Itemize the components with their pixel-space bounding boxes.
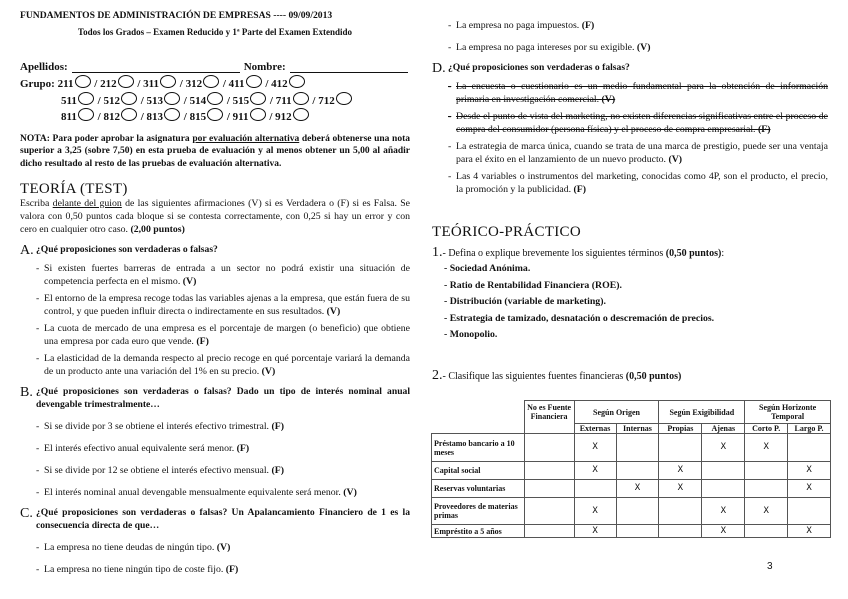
table-cell[interactable] <box>745 462 788 480</box>
subheader-largop: Largo P. <box>788 424 831 434</box>
answer-item[interactable] <box>448 110 828 136</box>
answer-value: (V) <box>216 542 231 553</box>
group-code: 711 <box>275 94 292 107</box>
dash: - <box>36 487 40 498</box>
group-option-circle[interactable] <box>78 92 94 105</box>
dash: - <box>36 465 40 476</box>
table-cell[interactable] <box>745 525 788 538</box>
group-code: 411 <box>228 78 245 90</box>
answer-value: (V) <box>261 366 276 377</box>
group-option-circle[interactable] <box>293 92 309 105</box>
table-cell[interactable]: X <box>702 434 745 462</box>
table-cell[interactable] <box>524 525 574 538</box>
group-option-circle[interactable] <box>207 108 223 121</box>
group-option-circle[interactable] <box>78 108 94 121</box>
answer-list <box>36 420 410 499</box>
separator: / <box>177 78 186 90</box>
table-cell[interactable]: X <box>574 498 616 525</box>
group-option-circle[interactable] <box>250 92 266 105</box>
group-option-circle[interactable] <box>164 108 180 121</box>
group-code: 515 <box>232 94 250 107</box>
question-block <box>20 244 410 378</box>
question-heading <box>20 386 410 411</box>
dash: - <box>36 293 40 304</box>
answer-value: (F) <box>225 564 239 575</box>
table-cell[interactable] <box>659 434 702 462</box>
term-item: - Distribución (variable de marketing). <box>444 296 606 307</box>
answer-list <box>36 541 410 576</box>
instr-points: (2,00 puntos) <box>130 224 185 235</box>
question-block <box>432 62 828 196</box>
question-text: ¿Qué proposiciones son verdaderas o falsas? Dado un tipo de interés nominal anual devengable trimestralmente… <box>36 386 410 410</box>
table-cell[interactable] <box>702 480 745 498</box>
table-cell[interactable]: X <box>659 480 702 498</box>
answer-value: (V) <box>668 154 683 165</box>
answer-item[interactable] <box>448 170 828 196</box>
question-1 <box>432 246 828 261</box>
instr-text: Escriba <box>20 198 53 209</box>
instr-underlined: delante del guion <box>52 198 122 209</box>
table-cell[interactable] <box>745 480 788 498</box>
answer-value: (V) <box>326 306 341 317</box>
answer-value: (F) <box>236 443 250 454</box>
right-column <box>432 10 828 384</box>
table-cell[interactable]: X <box>574 434 616 462</box>
answer-value: (V) <box>601 94 616 105</box>
colon: : <box>721 248 725 259</box>
dash: - <box>448 111 452 122</box>
group-code: 212 <box>100 78 117 90</box>
dash: - <box>448 81 452 92</box>
dash: - <box>36 443 40 454</box>
instr-text-end: de las siguientes afirmaciones (V) si es Verdadera o (F) si es Falsa. Se valora con 0,50 puntos cada bloque si se contesta correctamente, con 0,25 si hay un error y con cero en cualquier otro caso. <box>20 198 411 235</box>
subheader-ajenas: Ajenas <box>702 424 745 434</box>
table-row <box>432 498 831 525</box>
nota-text-end: deberá obtenerse una nota superior a 3,25 (sobre 7,50) en esta prueba de evaluación y al menos obtener un 5,00 al añadir dicho resultado al resto de las pruebas de evaluación alternativa. <box>20 133 410 169</box>
table-cell[interactable] <box>574 480 616 498</box>
group-code: 512 <box>103 94 120 107</box>
answer-text: La estrategia de marca única, cuando se trata de una marca de prestigio, puede ser una ventaja para el éxito en el lanzamiento de un nuevo producto. (V) <box>456 141 828 165</box>
section-heading-practico: TEÓRICO-PRÁCTICO <box>432 224 581 240</box>
group-code: 812 <box>103 111 120 123</box>
table-cell[interactable]: X <box>574 525 616 538</box>
left-column <box>20 10 410 576</box>
answer-text: Si se divide por 3 se obtiene el interés efectivo trimestral. (F) <box>44 421 284 432</box>
group-code: 811 <box>61 111 77 123</box>
group-row <box>20 75 410 92</box>
question-letter: B. <box>20 385 33 400</box>
subheader-cortop: Corto P. <box>745 424 788 434</box>
section-heading-teoria: TEORÍA (TEST) <box>20 181 128 197</box>
question-heading <box>20 244 410 258</box>
questions-left <box>20 244 410 576</box>
group-code: 712 <box>318 94 335 107</box>
dash: - <box>36 542 40 553</box>
separator: / <box>137 111 147 123</box>
answer-item[interactable] <box>36 486 410 499</box>
subheader-internas: Internas <box>616 424 659 434</box>
dash: - <box>36 564 40 575</box>
question-letter: D. <box>432 61 446 76</box>
separator: / <box>224 111 233 123</box>
question-block <box>20 386 410 499</box>
group-option-circle[interactable] <box>121 92 137 105</box>
financing-sources-table <box>431 400 831 538</box>
nota-paragraph <box>20 133 410 171</box>
answer-item[interactable] <box>448 41 828 54</box>
group-option-circle[interactable] <box>75 75 91 88</box>
answer-item[interactable] <box>448 140 828 166</box>
nota-underlined: por evaluación alternativa <box>192 133 300 144</box>
separator: / <box>309 94 319 107</box>
question-number: 2. <box>432 367 443 383</box>
separator: / <box>181 111 190 123</box>
dash: - <box>36 323 40 334</box>
group-row <box>20 108 410 125</box>
answer-item[interactable] <box>448 80 828 106</box>
group-option-circle[interactable] <box>164 92 180 105</box>
question-heading <box>20 507 410 532</box>
term-item: - Monopolio. <box>444 329 498 340</box>
table-cell[interactable] <box>659 498 702 525</box>
separator: / <box>134 78 144 90</box>
table-cell[interactable]: X <box>788 462 831 480</box>
answer-text: El entorno de la empresa recoge todas las variables ajenas a la empresa, que están fuera de su control, y que pueden influir directa o indirectamente en sus resultados. (V) <box>44 293 410 317</box>
answer-text: La empresa no tiene ningún tipo de coste fijo. (F) <box>44 564 239 575</box>
question-text: ¿Qué proposiciones son verdaderas o falsas? Un Apalancamiento Financiero de 1 es la consecuencia directa de que… <box>36 507 410 531</box>
name-field[interactable] <box>290 61 408 73</box>
table-cell[interactable] <box>524 462 574 480</box>
answer-text: La cuota de mercado de una empresa es el porcentaje de margen (o beneficio) que obtiene una empresa por cada euro que vende. (F) <box>44 323 410 347</box>
answer-value: (V) <box>343 487 357 498</box>
question-2 <box>432 369 828 384</box>
term-item: - Ratio de Rentabilidad Financiera (ROE). <box>444 279 622 291</box>
instructions <box>20 197 410 236</box>
answer-list <box>36 262 410 378</box>
row-label: Reservas voluntarias <box>432 480 525 498</box>
answer-item[interactable] <box>36 442 410 455</box>
table-cell[interactable]: X <box>745 434 788 462</box>
table-cell[interactable] <box>616 462 659 480</box>
dash: - <box>448 42 452 53</box>
table-cell[interactable] <box>702 462 745 480</box>
term-item: - Sociedad Anónima. <box>444 263 531 274</box>
name-label: Nombre: <box>243 61 286 73</box>
answer-item[interactable] <box>36 352 410 378</box>
question-text: ¿Qué proposiciones son verdaderas o falsas? <box>36 244 218 255</box>
answer-list <box>448 80 828 196</box>
question-block <box>432 19 828 54</box>
table-cell[interactable] <box>524 498 574 525</box>
answer-item[interactable] <box>448 19 828 32</box>
table-cell[interactable]: X <box>788 525 831 538</box>
dash: - <box>448 171 452 182</box>
answer-item[interactable] <box>36 262 410 288</box>
table-cell[interactable]: X <box>788 480 831 498</box>
group-selector <box>20 75 410 125</box>
answer-value: (F) <box>196 336 209 347</box>
table-cell[interactable] <box>616 434 659 462</box>
table-cell[interactable]: X <box>659 462 702 480</box>
table-cell[interactable]: X <box>702 498 745 525</box>
question-text: ¿Qué proposiciones son verdaderas o falsas? <box>448 62 630 73</box>
header-group-origen: Según Origen <box>574 401 659 424</box>
answer-text: La empresa no paga intereses por su exigible. (V) <box>456 42 651 53</box>
group-option-circle[interactable] <box>160 75 176 88</box>
dash: - <box>448 20 452 31</box>
answer-text: Si existen fuertes barreras de entrada a un sector no podrá existir una situación de competencia perfecta en el mismo. (V) <box>44 263 410 287</box>
table-cell[interactable]: X <box>616 480 659 498</box>
separator: / <box>220 78 229 90</box>
exam-title: FUNDAMENTOS DE ADMINISTRACIÓN DE EMPRESAS ---- 09/09/2013 <box>20 10 333 21</box>
answer-text: La elasticidad de la demanda respecto al precio recoge en qué porcentaje variará la demanda de un producto ante una variación del 1% en su precio. (V) <box>44 353 410 377</box>
question-letter: A. <box>20 243 34 258</box>
table-row <box>432 434 831 462</box>
answer-text: Las 4 variables o instrumentos del marketing, conocidas como 4P, son el producto, el precio, la promoción y la publicidad. (F) <box>456 171 828 195</box>
group-label: Grupo: <box>20 78 55 90</box>
answer-item[interactable] <box>36 541 410 554</box>
separator: / <box>181 94 190 107</box>
group-option-circle[interactable] <box>118 75 134 88</box>
header-group-horizonte: Según Horizonte Temporal <box>745 401 831 424</box>
answer-value: (F) <box>757 124 771 135</box>
dash: - <box>36 263 40 274</box>
group-option-circle[interactable] <box>293 108 309 121</box>
group-option-circle[interactable] <box>246 75 262 88</box>
table-cell[interactable]: X <box>745 498 788 525</box>
surname-field[interactable] <box>72 61 240 73</box>
group-option-circle[interactable] <box>203 75 219 88</box>
table-cell[interactable] <box>616 525 659 538</box>
separator: / <box>94 94 104 107</box>
questions-right <box>432 19 828 196</box>
answer-value: (V) <box>182 276 197 287</box>
separator: / <box>262 78 272 90</box>
table-cell[interactable]: X <box>702 525 745 538</box>
answer-text: Si se divide por 12 se obtiene el interés efectivo mensual. (F) <box>44 465 284 476</box>
table-cell[interactable]: X <box>574 462 616 480</box>
group-code: 312 <box>185 78 203 90</box>
answer-value: (F) <box>271 465 284 476</box>
table-row <box>432 480 831 498</box>
group-code: 912 <box>275 111 292 123</box>
group-code: 511 <box>61 94 77 107</box>
answer-value: (V) <box>636 42 651 53</box>
answer-item[interactable] <box>36 563 410 576</box>
header-no-fuente: No es Fuente Financiera <box>524 401 574 434</box>
group-option-circle[interactable] <box>336 92 352 105</box>
surname-label: Apellidos: <box>20 61 68 73</box>
page-number: 3 <box>767 561 773 572</box>
answer-text: La empresa no tiene deudas de ningún tipo. (V) <box>44 542 231 553</box>
subheader-propias: Propias <box>659 424 702 434</box>
answer-value: (F) <box>573 184 587 195</box>
answer-item[interactable] <box>36 322 410 348</box>
question-letter: C. <box>20 506 33 521</box>
answer-value: (F) <box>581 20 595 31</box>
terms-list <box>444 261 828 344</box>
question-points: (0,50 puntos) <box>665 248 722 259</box>
separator: / <box>94 111 104 123</box>
separator: / <box>137 94 147 107</box>
table-cell[interactable] <box>788 498 831 525</box>
subheader-externas: Externas <box>574 424 616 434</box>
answer-text: El interés efectivo anual equivalente será menor. (F) <box>44 443 250 454</box>
header-group-exigibilidad: Según Exigibilidad <box>659 401 745 424</box>
question-number: 1. <box>432 245 443 260</box>
group-row <box>20 92 410 109</box>
name-fields <box>20 61 410 73</box>
question-points: (0,50 puntos) <box>625 370 682 382</box>
row-label: Empréstito a 5 años <box>432 525 525 538</box>
answer-item[interactable] <box>36 420 410 433</box>
answer-item[interactable] <box>36 464 410 477</box>
question-text: - Clasifique las siguientes fuentes financieras <box>442 370 626 382</box>
separator: / <box>267 94 276 107</box>
answer-text: Desde el punto de vista del marketing, no existen diferencias significativas entre el proceso de compra del consumidor (persona física) y el proceso de compra empresarial. (F) <box>456 111 828 135</box>
corner-cell <box>432 401 525 434</box>
separator: / <box>224 94 233 107</box>
group-option-circle[interactable] <box>207 92 223 105</box>
row-label: Capital social <box>432 462 525 480</box>
answer-text: La empresa no paga impuestos. (F) <box>456 20 595 31</box>
table-row <box>432 525 831 538</box>
question-heading <box>432 62 828 76</box>
group-code: 412 <box>271 78 288 90</box>
table-cell[interactable] <box>524 434 574 462</box>
question-block <box>20 507 410 576</box>
group-code: 513 <box>146 94 164 107</box>
table-row <box>432 462 831 480</box>
group-code: 813 <box>146 111 164 123</box>
row-label: Préstamo bancario a 10 meses <box>432 434 525 462</box>
answer-text: El interés nominal anual devengable mensualmente equivalente será menor. (V) <box>44 487 357 498</box>
exam-subtitle: Todos los Grados – Examen Reducido y 1ª Parte del Examen Extendido <box>77 27 353 37</box>
nota-text: NOTA: Para poder aprobar la asignatura <box>20 133 193 144</box>
answer-item[interactable] <box>36 292 410 318</box>
group-code: 514 <box>189 94 207 107</box>
question-text: - Defina o explique brevemente los siguientes términos <box>442 248 666 259</box>
table-cell[interactable] <box>524 480 574 498</box>
separator: / <box>266 111 276 123</box>
group-code: 311 <box>143 78 160 90</box>
group-code: 211 <box>57 78 74 90</box>
dash: - <box>448 141 452 152</box>
row-label: Proveedores de materias primas <box>432 498 525 525</box>
answer-value: (F) <box>271 421 284 432</box>
group-option-circle[interactable] <box>250 108 266 121</box>
table-cell[interactable] <box>616 498 659 525</box>
group-option-circle[interactable] <box>289 75 305 88</box>
dash: - <box>36 353 40 364</box>
group-code: 911 <box>232 111 249 123</box>
dash: - <box>36 421 40 432</box>
term-item: - Estrategia de tamizado, desnatación o descremación de precios. <box>444 312 715 324</box>
table-cell[interactable] <box>659 525 702 538</box>
answer-list <box>448 19 828 54</box>
separator: / <box>91 78 101 90</box>
answer-text: La encuesta o cuestionario es un medio fundamental para la obtención de información primaria en investigación comercial. (V) <box>456 81 828 105</box>
group-code: 815 <box>189 111 207 123</box>
group-option-circle[interactable] <box>121 108 137 121</box>
table-cell[interactable] <box>788 434 831 462</box>
